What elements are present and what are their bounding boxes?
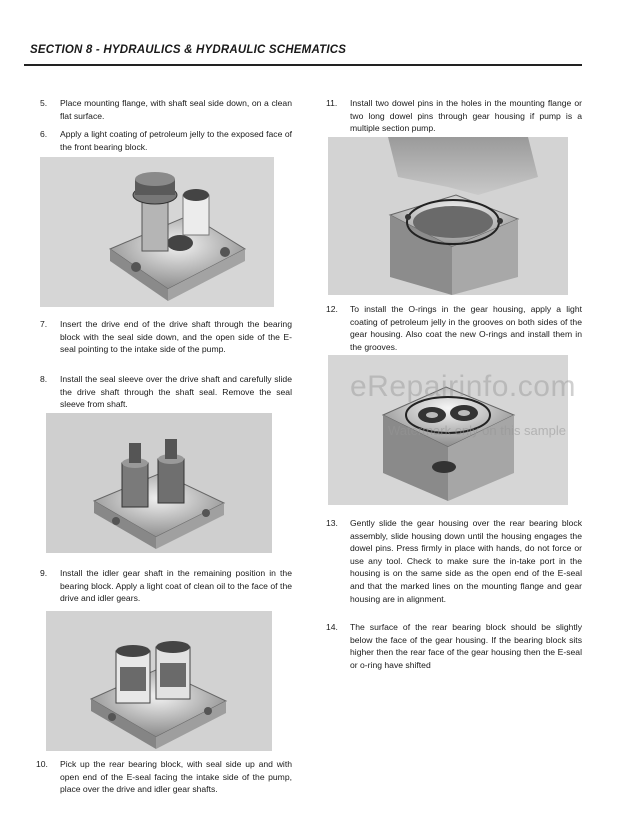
photo-dowel-pins (328, 137, 568, 295)
step-number: 14. (326, 622, 338, 632)
section-title: SECTION 8 - HYDRAULICS & HYDRAULIC SCHEMATICS (30, 44, 347, 56)
step-text: Apply a light coating of petroleum jelly to the exposed face of the front bearing block. (60, 129, 292, 152)
step-number: 10. (36, 759, 48, 769)
step-text: Place mounting flange, with shaft seal side down, on a clean flat surface. (60, 98, 292, 121)
step-number: 7. (40, 319, 48, 329)
step-number: 6. (40, 129, 48, 139)
step-number: 5. (40, 98, 48, 108)
drive-shaft-illustration (46, 413, 272, 553)
photo-drive-shaft (46, 413, 272, 553)
photo-front-bearing-block (40, 157, 274, 307)
bearing-block-illustration (40, 157, 274, 307)
step-text: Install two dowel pins in the holes in the mounting flange or two long dowel pins through gear housing if pump is a multiple section pump. (350, 98, 582, 134)
photo-idler-gear (46, 611, 272, 751)
step-number: 13. (326, 518, 338, 528)
step-text: Pick up the rear bearing block, with seal side up and with open end of the E-seal facing the intake side of the pump, place over the drive and idler gear shafts. (60, 759, 292, 795)
step-number: 9. (40, 568, 48, 578)
step-text: The surface of the rear bearing block should be slightly below the face of the gear housing. If the bearing block sits higher then the rear face of the gear housing then the E-seal or o-ring have shifted (350, 622, 582, 670)
step-number: 12. (326, 304, 338, 314)
step-number: 11. (326, 98, 338, 108)
watermark-brand: eRepairinfo.com (350, 370, 576, 403)
step-text: Install the idler gear shaft in the remaining position in the bearing block. Apply a light coat of clean oil to the face of the drive and idler gears. (60, 568, 292, 604)
step-number: 8. (40, 374, 48, 384)
step-text: Install the seal sleeve over the drive shaft and carefully slide the drive shaft through the shaft seal. Remove the seal sleeve from shaft. (60, 374, 292, 410)
step-text: Gently slide the gear housing over the rear bearing block assembly, slide housing down until the housing engages the dowel pins. Press firmly in place with hands, do not force or use any tool. Check to make sure the in-take port in the housing is on the same side as the open end of the E-seal and that the marked lines on the mounting flange and gear housing are in alignment. (350, 518, 582, 604)
watermark-notice: Watermark only on this sample (388, 423, 566, 438)
dowel-pins-illustration (328, 137, 568, 295)
step-text: Insert the drive end of the drive shaft through the bearing block with the seal side down, and the open side of the E-seal pointing to the intake side of the pump. (60, 319, 292, 355)
header-rule (24, 64, 582, 66)
idler-gear-illustration (46, 611, 272, 751)
step-text: To install the O-rings in the gear housing, apply a light coating of petroleum jelly in the grooves on both sides of the gear housing. Also coat the new O-rings and install them in the grooves. (350, 304, 582, 352)
